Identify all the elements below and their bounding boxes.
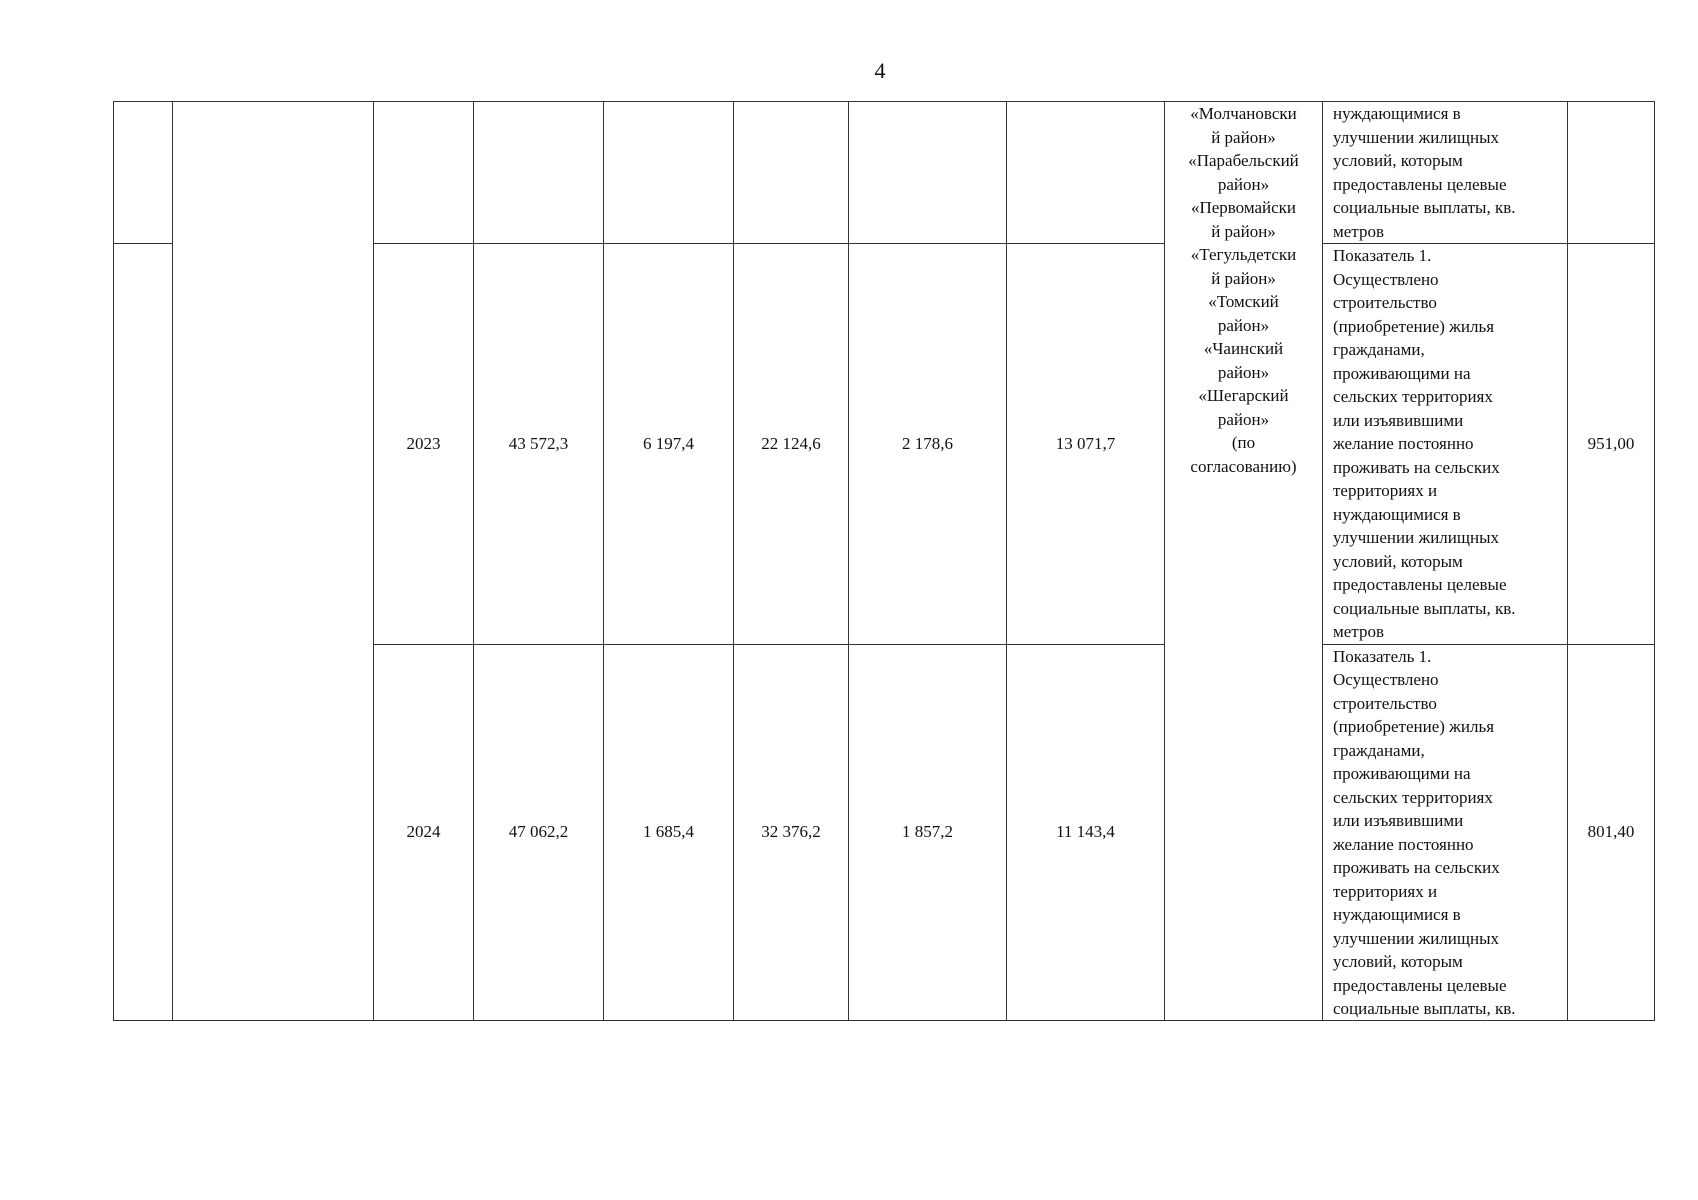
indicator-line: проживать на сельских xyxy=(1333,457,1500,477)
indicator-line: улучшении жилищных xyxy=(1333,528,1499,547)
regional-budget-cell: 22 124,6 xyxy=(734,244,849,645)
row-number-cell xyxy=(114,244,173,1021)
indicator-line: нуждающимися в xyxy=(1333,504,1461,524)
indicator-line: Показатель 1. xyxy=(1333,646,1432,666)
executor-line: «Чаинский xyxy=(1203,339,1284,358)
indicator-line: или изъявившими xyxy=(1333,811,1464,830)
table-row-continuation xyxy=(114,102,1655,244)
indicator-line: сельских территориях xyxy=(1333,387,1493,406)
indicator-line: гражданами, xyxy=(1333,340,1425,359)
indicator-line: социальные выплаты, кв. xyxy=(1333,198,1516,217)
total-cell xyxy=(474,102,604,244)
indicator-line: Показатель 1. xyxy=(1333,246,1432,265)
indicator-line: желание постоянно xyxy=(1333,834,1474,854)
indicator-cell xyxy=(1323,102,1568,244)
executor-line: согласованию) xyxy=(1190,456,1297,476)
local-budget-cell: 1 857,2 xyxy=(849,644,1007,1020)
indicator-line: метров xyxy=(1333,221,1384,241)
indicator-line: социальные выплаты, кв. xyxy=(1333,999,1516,1018)
indicator-line: (приобретение) жилья xyxy=(1333,316,1495,336)
executor-line: район» xyxy=(1217,174,1270,194)
indicator-line: нуждающимися в xyxy=(1333,104,1461,123)
executor-line: «Тегульдетски xyxy=(1190,245,1297,264)
indicator-line: предоставлены целевые xyxy=(1333,575,1507,594)
year-cell: 2023 xyxy=(374,244,474,645)
indicator-line: предоставлены целевые xyxy=(1333,174,1507,194)
extra-budget-cell: 11 143,4 xyxy=(1007,644,1165,1020)
indicator-line: метров xyxy=(1333,622,1384,641)
indicator-line: Осуществлено xyxy=(1333,269,1439,289)
indicator-text xyxy=(1333,645,1563,1020)
executor-line: й район» xyxy=(1211,268,1276,288)
executor-line: «Парабельский xyxy=(1188,151,1299,170)
extra-budget-cell xyxy=(1007,102,1165,244)
indicator-line: территориях и xyxy=(1333,881,1438,901)
total-cell: 47 062,2 xyxy=(474,644,604,1020)
executor-line: «Молчановски xyxy=(1190,104,1297,123)
regional-budget-cell xyxy=(734,102,849,244)
indicator-line: предоставлены целевые xyxy=(1333,975,1507,995)
executor-line: район» xyxy=(1217,315,1270,335)
indicator-line: Осуществлено xyxy=(1333,670,1439,689)
year-cell xyxy=(374,102,474,244)
indicator-value-cell xyxy=(1568,102,1655,244)
indicator-line: сельских территориях xyxy=(1333,787,1493,807)
indicator-line: территориях и xyxy=(1333,481,1438,500)
local-budget-cell xyxy=(849,102,1007,244)
indicator-cell xyxy=(1323,644,1568,1020)
executor-line: район» xyxy=(1217,409,1270,429)
indicator-line: или изъявившими xyxy=(1333,410,1464,430)
executor-line: район» xyxy=(1217,362,1270,382)
program-funding-table xyxy=(113,101,1655,1021)
indicator-value-cell: 801,40 xyxy=(1568,644,1655,1020)
indicator-value-cell: 951,00 xyxy=(1568,244,1655,645)
indicator-line: условий, которым xyxy=(1333,151,1463,170)
federal-budget-cell: 1 685,4 xyxy=(604,644,734,1020)
executors-list xyxy=(1165,102,1322,478)
executor-line: «Шегарский xyxy=(1198,386,1289,405)
indicator-line: проживающими на xyxy=(1333,764,1471,783)
indicator-line: социальные выплаты, кв. xyxy=(1333,598,1516,618)
total-cell: 43 572,3 xyxy=(474,244,604,645)
executor-line: (по xyxy=(1231,433,1256,452)
indicator-line: желание постоянно xyxy=(1333,434,1474,453)
indicator-line: условий, которым xyxy=(1333,952,1463,971)
indicator-line: условий, которым xyxy=(1333,551,1463,571)
local-budget-cell: 2 178,6 xyxy=(849,244,1007,645)
indicator-line: строительство xyxy=(1333,693,1437,713)
indicator-cell xyxy=(1323,244,1568,645)
indicator-text xyxy=(1333,102,1563,243)
extra-budget-cell: 13 071,7 xyxy=(1007,244,1165,645)
year-cell: 2024 xyxy=(374,644,474,1020)
indicator-line: проживающими на xyxy=(1333,363,1471,383)
federal-budget-cell: 6 197,4 xyxy=(604,244,734,645)
executor-line: й район» xyxy=(1211,127,1276,147)
indicator-line: нуждающимися в xyxy=(1333,905,1461,924)
measure-name-cell xyxy=(173,102,374,1021)
indicator-line: улучшении жилищных xyxy=(1333,127,1499,147)
regional-budget-cell: 32 376,2 xyxy=(734,644,849,1020)
indicator-text xyxy=(1333,244,1563,644)
row-number-cell xyxy=(114,102,173,244)
executor-line: «Томский xyxy=(1208,292,1279,311)
indicator-line: проживать на сельских xyxy=(1333,858,1500,877)
executor-line: «Первомайски xyxy=(1190,198,1297,217)
indicator-line: гражданами, xyxy=(1333,740,1425,760)
indicator-line: строительство xyxy=(1333,293,1437,312)
executor-line: й район» xyxy=(1211,221,1276,241)
indicator-line: (приобретение) жилья xyxy=(1333,717,1495,736)
indicator-line: улучшении жилищных xyxy=(1333,928,1499,948)
federal-budget-cell xyxy=(604,102,734,244)
page-number: 4 xyxy=(874,58,886,83)
executors-cell xyxy=(1165,102,1323,1021)
